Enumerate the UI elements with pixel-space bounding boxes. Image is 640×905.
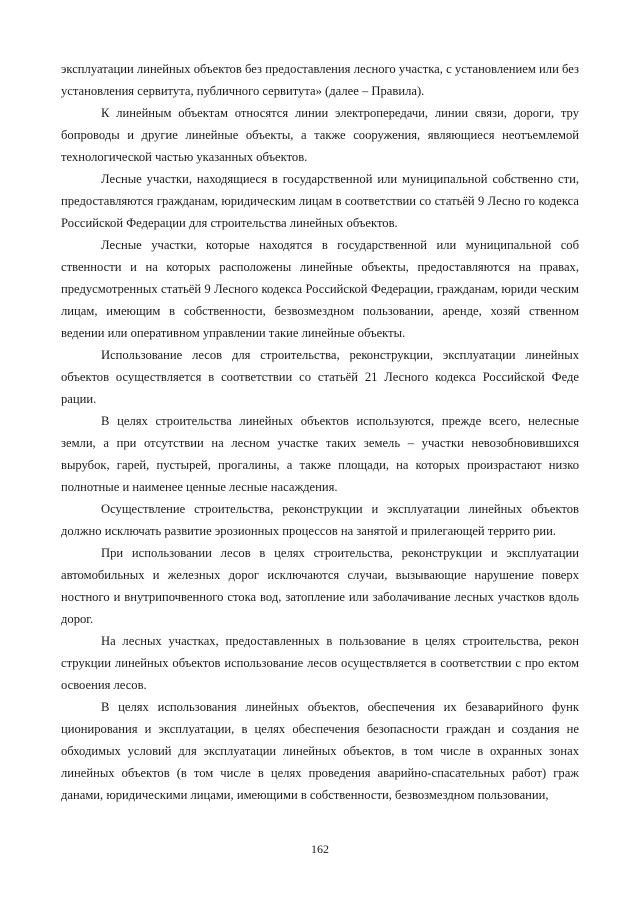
- paragraph-6: [61, 410, 579, 498]
- text-line: ственном ведении или оперативном управлении такие линейные объекты.: [61, 304, 579, 340]
- text-line: струкции линейных объектов использование лесов осуществляется в соответствии с про: [61, 656, 545, 670]
- text-line: бопроводы и другие линейные объекты, а также сооружения, являющиеся неотъемлемой: [61, 128, 579, 142]
- paragraph-7: [61, 498, 579, 542]
- paragraph-3: [61, 168, 579, 234]
- text-line: На лесных участках, предоставленных в пользование в целях строительства, рекон: [101, 634, 579, 648]
- text-line: данами, юридическими лицами, имеющими в собственности, безвозмездном пользовании,: [61, 788, 549, 802]
- paragraph-2: [61, 102, 579, 168]
- text-line: рации.: [61, 392, 97, 406]
- text-line: эксплуатации линейных объектов без предоставления лесного участка, с установлением: [61, 62, 540, 76]
- text-line: ектом освоения лесов.: [61, 656, 579, 692]
- text-line: В целях использования линейных объектов, обеспечения их безаварийного функ: [101, 700, 579, 714]
- text-line: К линейным объектам относятся линии электропередачи, линии связи, дороги, тру: [101, 106, 579, 120]
- text-line: рии.: [533, 524, 556, 538]
- text-line: Осуществление строительства, реконструкции и эксплуатации линейных объектов: [101, 502, 579, 516]
- text-line: автомобильных и железных дорог исключаются случаи, вызывающие нарушение поверх: [61, 568, 579, 582]
- text-line: сти, предоставляются гражданам, юридическим лицам в соответствии со статьёй 9 Лесно: [61, 172, 579, 208]
- text-line: При использовании лесов в целях строительства, реконструкции и эксплуатации: [101, 546, 579, 560]
- text-line: полнотные и наименее ценные лесные насаждения.: [61, 480, 338, 494]
- text-line: должно исключать развитие эрозионных процессов на занятой и прилегающей террито: [61, 524, 530, 538]
- document-body: [61, 58, 579, 806]
- text-line: предусмотренных статьёй 9 Лесного кодекса Российской Федерации, гражданам, юриди: [61, 282, 537, 296]
- text-line: или без установления сервитута, публичного сервитута» (далее – Правила).: [61, 62, 580, 98]
- paragraph-1: [61, 58, 579, 102]
- text-line: обходимых условий для эксплуатации линейных объектов, в том числе в охранных зонах: [61, 744, 579, 758]
- page-number: 162: [311, 842, 329, 856]
- text-line: объектов осуществляется в соответствии со статьёй 21 Лесного кодекса Российской Феде: [61, 370, 579, 384]
- text-line: В целях строительства линейных объектов используются, прежде всего, нелесные: [101, 414, 579, 428]
- text-line: ционирования и эксплуатации, в целях обеспечения безопасности граждан и создания не: [61, 722, 579, 736]
- paragraph-9: [61, 630, 579, 696]
- text-line: ственности и на которых расположены линейные объекты, предоставляются на правах,: [61, 260, 579, 274]
- paragraph-5: [61, 344, 579, 410]
- text-line: Лесные участки, которые находятся в государственной или муниципальной соб: [101, 238, 579, 252]
- text-line: Использование лесов для строительства, реконструкции, эксплуатации линейных: [101, 348, 579, 362]
- paragraph-8: [61, 542, 579, 630]
- text-line: ностного и внутрипочвенного стока вод, затопление или заболачивание лесных участков: [61, 590, 549, 604]
- text-line: линейных объектов (в том числе в целях проведения аварийно-спасательных работ) граж: [61, 766, 579, 780]
- text-line: ческим лицам, имеющим в собственности, безвозмездном пользовании, аренде, хозяй: [61, 282, 579, 318]
- text-line: земли, а при отсутствии на лесном участке таких земель – участки невозобновившихся: [61, 436, 579, 450]
- text-line: Лесные участки, находящиеся в государственной или муниципальной собственно: [101, 172, 554, 186]
- paragraph-10: [61, 696, 579, 806]
- text-line: вдоль дорог.: [61, 590, 579, 626]
- text-line: вырубок, гарей, пустырей, прогалины, а также площади, на которых произрастают низко: [61, 458, 579, 472]
- text-line: го кодекса Российской Федерации для строительства линейных объектов.: [61, 194, 579, 230]
- paragraph-4: [61, 234, 579, 344]
- text-line: технологической частью указанных объектов.: [61, 150, 308, 164]
